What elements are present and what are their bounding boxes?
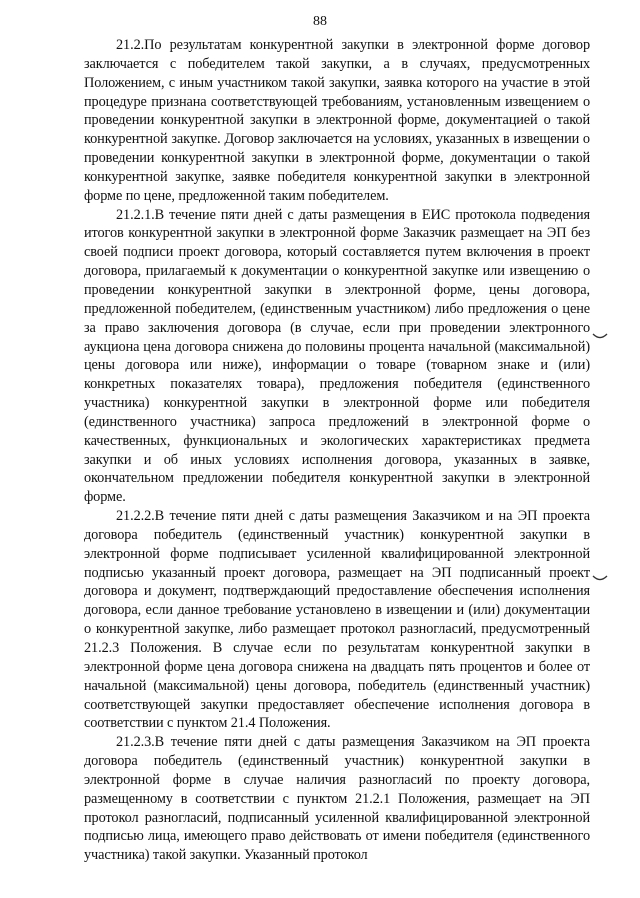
margin-hyphen-mark [592, 574, 608, 584]
page-number: 88 [313, 14, 327, 29]
paragraph-21-2-2: 21.2.2.В течение пяти дней с даты размещения Заказчиком и на ЭП проекта договора победитель (единственный участник) конкурентной закупки в электронной форме подписывает усиленной квалифицированной электронной подписью указанный проект договора, размещает на ЭП подписанный проект договора и документ, подтверждающий предоставление обеспечения исполнения договора, если данное требование установлено в извещении и (или) документации о конкурентной закупке, либо размещает протокол разногласий, предусмотренный 21.2.3 Положения. В случае если по результатам конкурентной закупки в электронной форме цена договора снижена на двадцать пять процентов и более от начальной (максимальной) цены договора, победитель (единственный участник) соответствующей закупки предоставляет обеспечение исполнения договора в соответствии с пунктом 21.4 Положения. [84, 508, 590, 732]
margin-hyphen-mark [592, 332, 608, 342]
paragraph-21-2: 21.2.По результатам конкурентной закупки в электронной форме договор заключается с победителем такой закупки, а в случаях, предусмотренных Положением, с иным участником такой закупки, заявка которого на участие в этой процедуре признана соответствующей требованиям, установленным извещением о проведении конкурентной закупки в электронной форме, документацией о такой конкурентной закупке. Договор заключается на условиях, указанных в извещении о проведении конкурентной закупки в электронной форме, документации о такой конкурентной закупке, заявке победителя конкурентной закупки в электронной форме по цене, предложенной таким победителем. [84, 37, 590, 204]
document-body [84, 36, 590, 865]
paragraph-21-2-3: 21.2.3.В течение пяти дней с даты размещения Заказчиком на ЭП проекта договора победитель (единственный участник) конкурентной закупки в электронной форме в случае наличия разногласий по проекту договора, размещенному в соответствии с пунктом 21.2.1 Положения, размещает на ЭП протокол разногласий, подписанный усиленной квалифицированной электронной подписью лица, имеющего право действовать от имени победителя (единственного участника) такой закупки. Указанный протокол [84, 734, 590, 864]
paragraph-21-2-1: 21.2.1.В течение пяти дней с даты размещения в ЕИС протокола подведения итогов конкурентной закупки в электронной форме Заказчик размещает на ЭП без своей подписи проект договора, который составляется путем включения в проект договора, прилагаемый к документации о конкурентной закупке или извещению о проведении конкурентной закупки в электронной форме, цены договора, предложенной победителем, (единственным участником) либо предложения о цене за право заключения договора (в случае, если при проведении электронного аукциона цена договора снижена до половины процента начальной (максимальной) цены договора или ниже), информации о товаре (товарном знаке и (или) конкретных показателях товара), предложения победителя (единственного участника) конкурентной закупки в электронной форме или победителя (единственного участника) запроса предложений в электронной форме о качественных, функциональных и экологических характеристиках предмета закупки и об иных условиях исполнения договора, указанных в заявке, окончательном предложении победителя конкурентной закупки в электронной форме. [84, 206, 590, 506]
